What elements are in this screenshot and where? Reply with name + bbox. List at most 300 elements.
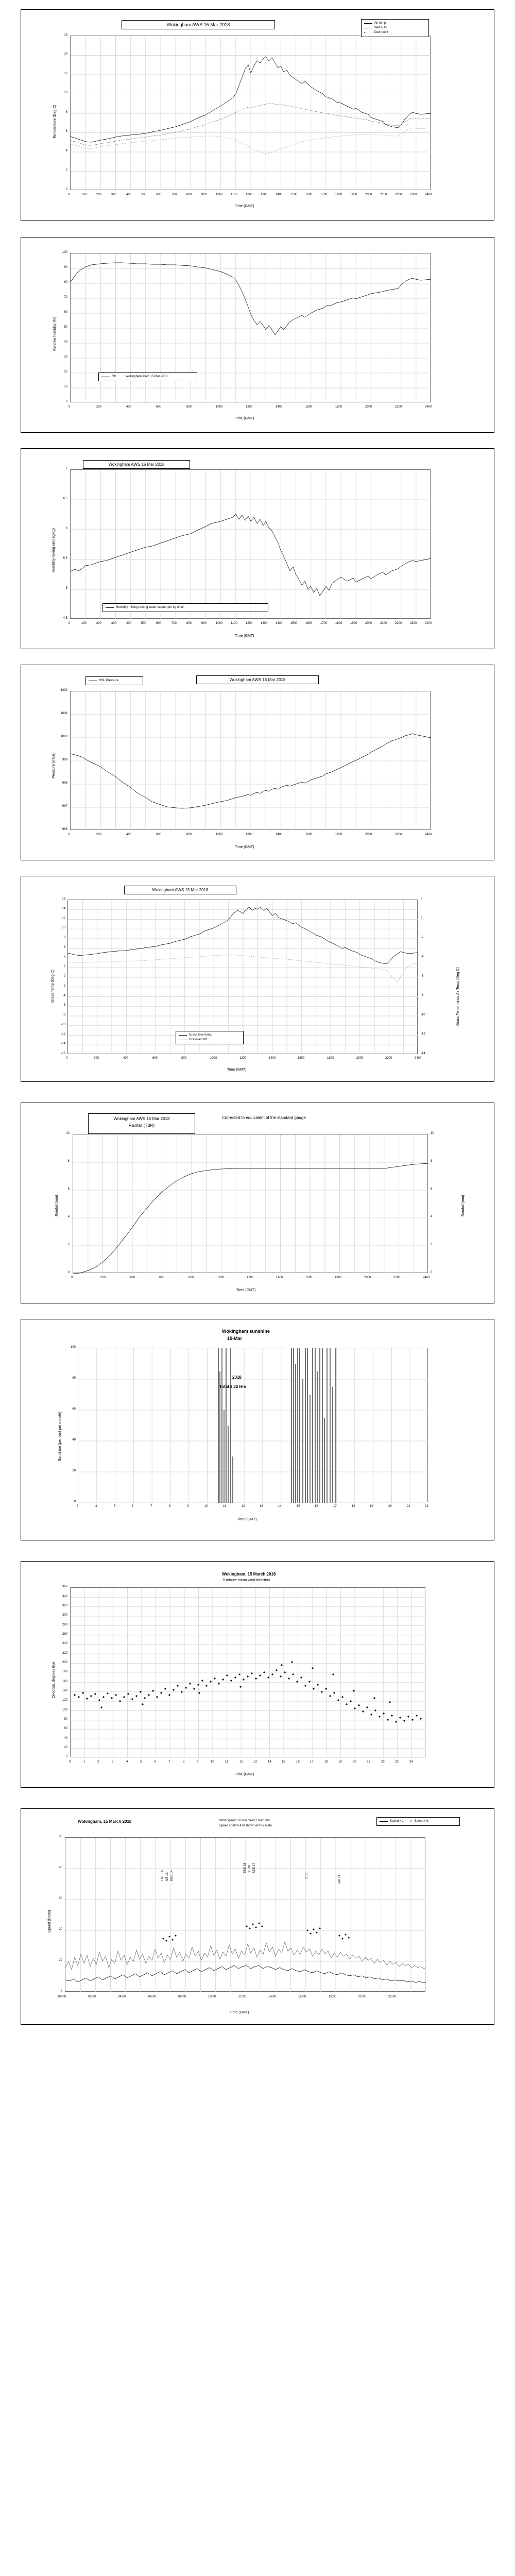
y-tick-wd-13: 260 bbox=[62, 1633, 67, 1636]
chart-panel-temperature bbox=[21, 9, 494, 221]
x-tick-t-16: 1600 bbox=[305, 193, 313, 196]
y-tick-g-7: -2 bbox=[62, 985, 65, 988]
x-tick-mr-21: 2100 bbox=[380, 622, 387, 625]
sunshine-year: 2018 bbox=[232, 1375, 242, 1380]
x-tick-mr-15: 1500 bbox=[290, 622, 298, 625]
x-tick-t-14: 1400 bbox=[276, 193, 283, 196]
y-tick-g-1: -14 bbox=[61, 1042, 65, 1045]
x-tick-mr-18: 1800 bbox=[335, 622, 342, 625]
y-tick-gr-7: 0 bbox=[421, 917, 423, 920]
x-tick-t-20: 2000 bbox=[365, 193, 372, 196]
y-tick-g-2: -12 bbox=[61, 1033, 65, 1036]
x-tick-ws-5: 10:00 bbox=[208, 1995, 216, 1998]
chart-panel-rainfall bbox=[21, 1103, 494, 1303]
rainfall-note: Corrected to equivalent of the standard gauge bbox=[222, 1115, 306, 1120]
x-tick-wd-11: 11 bbox=[225, 1760, 229, 1764]
y-tick-r-3: 6 bbox=[67, 1188, 70, 1191]
y-tick-g-11: 6 bbox=[63, 946, 65, 949]
x-tick-s-9: 12 bbox=[242, 1505, 245, 1508]
y-tick-wd-5: 100 bbox=[62, 1708, 67, 1711]
y-tick-s-5: 100 bbox=[70, 1346, 76, 1349]
y-tick-mr-4: 6.5 bbox=[63, 497, 67, 500]
y-tick-rh-4: 40 bbox=[64, 341, 67, 344]
x-tick-ws-10: 20:00 bbox=[358, 1995, 367, 1998]
x-tick-t-3: 300 bbox=[111, 193, 117, 196]
y-tick-gr-0: -14 bbox=[421, 1052, 425, 1055]
x-tick-s-18: 21 bbox=[407, 1505, 410, 1508]
y-axis-title-humidity: Relative humidity (%) bbox=[53, 316, 57, 351]
y-tick-p-2: 998 bbox=[62, 782, 67, 785]
y-tick-ws-1: 10 bbox=[59, 1959, 62, 1962]
y-tick-p-4: 1000 bbox=[60, 735, 67, 738]
y-tick-t-1: 2 bbox=[65, 168, 67, 172]
x-tick-ws-9: 18:00 bbox=[329, 1995, 337, 1998]
x-tick-mr-14: 1400 bbox=[276, 622, 283, 625]
y-tick-wd-0: 0 bbox=[65, 1755, 67, 1758]
y-axis-title-rainfall-right: Rainfall (mm) bbox=[461, 1195, 465, 1216]
y-tick-wd-2: 40 bbox=[64, 1737, 67, 1740]
y-tick-rr-5: 10 bbox=[431, 1132, 434, 1135]
y-tick-rh-2: 20 bbox=[64, 370, 67, 374]
x-tick-rh-20: 2000 bbox=[365, 405, 372, 409]
x-tick-r-4: 400 bbox=[130, 1276, 135, 1279]
x-tick-s-12: 15 bbox=[297, 1505, 300, 1508]
x-tick-rh-4: 400 bbox=[126, 405, 132, 409]
legend-label-speed-kt: Speed / kt bbox=[414, 1820, 428, 1823]
y-tick-gr-2: -10 bbox=[421, 1013, 425, 1016]
x-tick-r-0: 0 bbox=[71, 1276, 73, 1279]
x-tick-ws-4: 08:00 bbox=[178, 1995, 186, 1998]
x-tick-mr-20: 2000 bbox=[365, 622, 372, 625]
x-tick-p-12: 1200 bbox=[246, 833, 253, 836]
rainfall-title-line1: Wokingham AWS 15 Mar 2018 bbox=[113, 1116, 170, 1121]
x-tick-wd-17: 17 bbox=[310, 1760, 314, 1764]
chart-title-sunshine: Wokingham sunshine bbox=[222, 1329, 270, 1334]
y-tick-r-2: 4 bbox=[67, 1215, 70, 1218]
y-tick-wd-10: 200 bbox=[62, 1661, 67, 1664]
x-tick-wd-21: 21 bbox=[367, 1760, 370, 1764]
x-tick-rh-2: 200 bbox=[96, 405, 102, 409]
y-tick-g-5: -6 bbox=[62, 1004, 65, 1007]
y-tick-mr-0: 4.5 bbox=[63, 617, 67, 620]
x-tick-mr-11: 1100 bbox=[231, 622, 237, 625]
y-tick-s-4: 80 bbox=[72, 1377, 76, 1380]
x-tick-rh-0: 0 bbox=[68, 405, 71, 409]
x-tick-wd-0: 0 bbox=[69, 1760, 71, 1764]
x-tick-rh-12: 1200 bbox=[246, 405, 253, 409]
x-tick-wd-7: 7 bbox=[168, 1760, 170, 1764]
y-tick-g-15: 14 bbox=[62, 907, 65, 910]
y-tick-g-13: 10 bbox=[62, 926, 65, 929]
x-tick-wd-2: 2 bbox=[97, 1760, 99, 1764]
x-tick-g-8: 800 bbox=[181, 1057, 187, 1060]
y-tick-t-7: 14 bbox=[64, 53, 67, 56]
x-tick-wd-8: 8 bbox=[183, 1760, 185, 1764]
legend-label-dew-point: Dew point bbox=[374, 31, 388, 34]
legend-label-air-temp: Air temp bbox=[374, 22, 386, 25]
y-tick-g-3: -10 bbox=[61, 1023, 65, 1026]
x-tick-g-2: 200 bbox=[94, 1057, 99, 1060]
chart-panel-sunshine bbox=[21, 1319, 494, 1540]
y-tick-wd-11: 220 bbox=[62, 1652, 67, 1655]
x-tick-p-0: 0 bbox=[68, 833, 71, 836]
x-tick-p-20: 2000 bbox=[365, 833, 372, 836]
x-axis-title-rainfall: Time (GMT) bbox=[236, 1289, 256, 1292]
x-tick-ws-6: 12:00 bbox=[238, 1995, 247, 1998]
chart-title-wind-direction: Wokingham, 15 March 2018 bbox=[222, 1572, 276, 1577]
y-axis-title-temperature: Temperature (Deg C) bbox=[53, 105, 57, 139]
x-tick-s-19: 22 bbox=[425, 1505, 428, 1508]
y-axis-title-sunshine: Sunshine (per cent per minute) bbox=[58, 1411, 62, 1461]
x-tick-rh-18: 1800 bbox=[335, 405, 342, 409]
chart-panel-grass-temp bbox=[21, 876, 494, 1082]
y-tick-r-5: 10 bbox=[66, 1132, 70, 1135]
x-tick-g-12: 1200 bbox=[239, 1057, 247, 1060]
y-tick-rh-8: 80 bbox=[64, 281, 67, 284]
x-tick-mr-23: 2300 bbox=[410, 622, 417, 625]
x-tick-t-17: 1700 bbox=[320, 193, 328, 196]
chart-subtitle-wind-direction: 5 minute mean wind direction bbox=[223, 1579, 270, 1582]
y-tick-gr-1: -12 bbox=[421, 1032, 425, 1036]
x-tick-mr-9: 900 bbox=[201, 622, 207, 625]
x-tick-rh-10: 1000 bbox=[216, 405, 223, 409]
y-tick-t-0: 0 bbox=[65, 188, 67, 191]
x-tick-wd-20: 20 bbox=[353, 1760, 356, 1764]
y-tick-r-4: 8 bbox=[67, 1160, 70, 1163]
y-tick-g-4: -8 bbox=[62, 1013, 65, 1016]
y-tick-mr-1: 5 bbox=[65, 587, 67, 590]
x-tick-g-0: 0 bbox=[66, 1057, 68, 1060]
x-tick-g-18: 1800 bbox=[327, 1057, 334, 1060]
x-tick-wd-12: 12 bbox=[239, 1760, 243, 1764]
x-tick-s-13: 16 bbox=[315, 1505, 318, 1508]
y-axis-title-wind-direction: Direction, degrees true bbox=[52, 1662, 56, 1698]
x-tick-wd-3: 3 bbox=[112, 1760, 114, 1764]
x-tick-g-6: 600 bbox=[152, 1057, 158, 1060]
y-tick-wd-8: 160 bbox=[62, 1680, 67, 1683]
y-tick-rr-3: 6 bbox=[431, 1188, 433, 1191]
y-tick-mr-3: 6 bbox=[65, 527, 67, 530]
x-tick-wd-22: 22 bbox=[381, 1760, 385, 1764]
annotation-ws-4: SE 18 bbox=[248, 1865, 251, 1873]
x-tick-g-4: 400 bbox=[123, 1057, 129, 1060]
chart-title-temperature: Wokingham AWS 15 Mar 2018 bbox=[122, 20, 275, 29]
x-tick-wd-9: 9 bbox=[197, 1760, 199, 1764]
x-axis-title-wind-speed: Time (GMT) bbox=[230, 2011, 249, 2014]
y-tick-rr-4: 8 bbox=[431, 1160, 433, 1163]
y-tick-rh-5: 50 bbox=[64, 326, 67, 329]
y-tick-wd-6: 120 bbox=[62, 1699, 67, 1702]
x-tick-r-24: 2400 bbox=[423, 1276, 430, 1279]
legend-humidity bbox=[98, 372, 197, 381]
x-tick-t-13: 1300 bbox=[261, 193, 268, 196]
y-tick-gr-3: -8 bbox=[421, 994, 424, 997]
x-tick-wd-18: 18 bbox=[324, 1760, 328, 1764]
y-axis-title-wind-speed: Speed (knots) bbox=[48, 1910, 52, 1933]
y-tick-wd-4: 80 bbox=[64, 1718, 67, 1721]
x-tick-s-1: 4 bbox=[95, 1505, 97, 1508]
x-tick-wd-13: 13 bbox=[253, 1760, 257, 1764]
y-tick-wd-7: 140 bbox=[62, 1689, 67, 1692]
x-tick-p-16: 1600 bbox=[305, 833, 313, 836]
rainfall-series-svg bbox=[73, 1134, 428, 1274]
x-tick-p-6: 600 bbox=[156, 833, 162, 836]
y-tick-t-8: 16 bbox=[64, 33, 67, 37]
legend-label-wet-bulb: Wet bulb bbox=[374, 26, 387, 29]
x-tick-s-4: 7 bbox=[150, 1505, 152, 1508]
x-tick-r-2: 200 bbox=[100, 1276, 106, 1279]
x-tick-p-22: 2200 bbox=[395, 833, 402, 836]
x-tick-ws-3: 06:00 bbox=[148, 1995, 157, 1998]
x-tick-wd-4: 4 bbox=[126, 1760, 128, 1764]
annotation-ws-0: ENE 16 bbox=[161, 1870, 164, 1881]
x-tick-s-15: 18 bbox=[352, 1505, 355, 1508]
y-tick-p-1: 997 bbox=[62, 805, 67, 808]
legend-label-mixing-ratio: Humidity mixing ratio, g water vapour per kg of air bbox=[116, 606, 184, 609]
y-tick-wd-9: 180 bbox=[62, 1670, 67, 1673]
y-tick-wd-16: 320 bbox=[62, 1604, 67, 1607]
legend-title-humidity: Wokingham AWS 15 Mar 2018 bbox=[125, 375, 168, 378]
y-tick-p-5: 1001 bbox=[60, 712, 67, 715]
x-tick-ws-2: 04:00 bbox=[118, 1995, 126, 1998]
x-tick-t-11: 1100 bbox=[231, 193, 237, 196]
y-tick-g-8: 0 bbox=[63, 975, 65, 978]
x-tick-s-8: 11 bbox=[223, 1505, 227, 1508]
x-tick-p-2: 200 bbox=[96, 833, 102, 836]
x-tick-s-3: 6 bbox=[132, 1505, 134, 1508]
legend-wind-speed bbox=[376, 1817, 460, 1826]
legend-line-mixing-ratio bbox=[106, 607, 114, 608]
legend-line-speed-x1 bbox=[380, 1821, 388, 1822]
y-tick-s-1: 20 bbox=[72, 1469, 76, 1472]
legend-grass-temp bbox=[176, 1031, 244, 1044]
y-tick-gr-6: -2 bbox=[421, 936, 424, 939]
x-tick-wd-14: 14 bbox=[268, 1760, 271, 1764]
x-tick-s-7: 10 bbox=[204, 1505, 208, 1508]
legend-temperature bbox=[361, 19, 429, 37]
y-tick-t-3: 6 bbox=[65, 130, 67, 133]
x-tick-mr-5: 500 bbox=[141, 622, 147, 625]
x-tick-s-11: 14 bbox=[278, 1505, 282, 1508]
y-tick-wd-18: 360 bbox=[62, 1585, 67, 1588]
y-tick-p-6: 1002 bbox=[60, 689, 67, 692]
x-tick-s-16: 19 bbox=[370, 1505, 373, 1508]
y-tick-t-5: 10 bbox=[64, 91, 67, 94]
y-tick-wd-14: 280 bbox=[62, 1623, 67, 1626]
chart-panel-pressure bbox=[21, 665, 494, 860]
x-tick-t-2: 200 bbox=[96, 193, 102, 196]
x-tick-g-22: 2200 bbox=[385, 1057, 392, 1060]
x-tick-rh-6: 600 bbox=[156, 405, 162, 409]
x-tick-t-22: 2200 bbox=[395, 193, 402, 196]
y-tick-wd-17: 340 bbox=[62, 1595, 67, 1598]
y-tick-ws-2: 20 bbox=[59, 1928, 62, 1931]
x-tick-s-5: 8 bbox=[169, 1505, 171, 1508]
x-tick-ws-7: 14:00 bbox=[268, 1995, 277, 1998]
x-tick-r-6: 600 bbox=[159, 1276, 165, 1279]
legend-label-rh: RH bbox=[112, 375, 116, 378]
x-tick-wd-5: 5 bbox=[140, 1760, 142, 1764]
x-tick-wd-16: 16 bbox=[296, 1760, 300, 1764]
x-axis-title-pressure: Time (GMT) bbox=[235, 845, 254, 849]
x-tick-wd-6: 6 bbox=[154, 1760, 157, 1764]
y-tick-p-3: 999 bbox=[62, 758, 67, 761]
annotation-ws-1: NE 13 bbox=[166, 1872, 169, 1881]
y-axis-title-grass-temp: Grass Temp (Deg C) bbox=[51, 969, 55, 1003]
x-tick-t-15: 1500 bbox=[290, 193, 298, 196]
x-axis-title-grass-temp: Time (GMT) bbox=[227, 1068, 247, 1072]
x-tick-t-0: 0 bbox=[68, 193, 71, 196]
x-tick-p-18: 1800 bbox=[335, 833, 342, 836]
plot-area-mixing-ratio bbox=[70, 469, 431, 619]
y-axis-title-rainfall: Rainfall (mm) bbox=[55, 1195, 59, 1216]
x-tick-mr-16: 1600 bbox=[305, 622, 313, 625]
y-tick-g-0: -16 bbox=[61, 1052, 65, 1055]
legend-label-grass-level-temp: Grass level temp bbox=[189, 1033, 213, 1037]
x-tick-mr-1: 100 bbox=[81, 622, 87, 625]
chart-title-grass-temp: Wokingham AWS 15 Mar 2018 bbox=[124, 886, 236, 894]
chart-title-mixing-ratio: Wokingham AWS 15 Mar 2018 bbox=[83, 460, 190, 469]
x-tick-p-8: 800 bbox=[186, 833, 192, 836]
temperature-series-svg bbox=[71, 36, 431, 191]
legend-dot-speed-kt: ◇ bbox=[410, 1820, 413, 1823]
x-tick-t-8: 800 bbox=[186, 193, 192, 196]
annotation-ws-7: SW 14 bbox=[338, 1874, 341, 1884]
x-tick-mr-6: 600 bbox=[156, 622, 162, 625]
sunshine-total: Total 2.32 Hrs bbox=[219, 1384, 246, 1389]
x-tick-r-20: 2000 bbox=[364, 1276, 371, 1279]
x-tick-s-14: 17 bbox=[333, 1505, 337, 1508]
y-tick-rr-1: 2 bbox=[431, 1243, 433, 1246]
x-tick-t-6: 600 bbox=[156, 193, 162, 196]
y-tick-rh-0: 0 bbox=[65, 400, 67, 403]
y-tick-rh-3: 30 bbox=[64, 355, 67, 359]
x-tick-mr-19: 1900 bbox=[350, 622, 357, 625]
chart-subtitle-wind-speed: Wind speed: 10 min mean / max gust bbox=[219, 1819, 271, 1822]
y-tick-g-6: -4 bbox=[62, 994, 65, 997]
plot-area-wind-direction bbox=[70, 1587, 425, 1757]
x-axis-title-sunshine: Time (GMT) bbox=[237, 1518, 257, 1521]
legend-label-pressure: MSL Pressure bbox=[99, 679, 118, 682]
y-tick-rr-2: 4 bbox=[431, 1215, 433, 1218]
x-tick-wd-1: 1 bbox=[83, 1760, 85, 1764]
y-tick-p-0: 996 bbox=[62, 828, 67, 831]
x-tick-p-10: 1000 bbox=[216, 833, 223, 836]
x-tick-wd-19: 19 bbox=[338, 1760, 342, 1764]
x-tick-t-24: 2400 bbox=[425, 193, 432, 196]
x-tick-wd-15: 15 bbox=[282, 1760, 285, 1764]
y-tick-g-9: 2 bbox=[63, 965, 65, 968]
wind-speed-series-svg bbox=[65, 1838, 426, 1992]
y-tick-g-10: 4 bbox=[63, 956, 65, 959]
x-tick-g-14: 1400 bbox=[269, 1057, 276, 1060]
y-tick-rh-6: 60 bbox=[64, 311, 67, 314]
x-tick-mr-13: 1300 bbox=[261, 622, 268, 625]
y-tick-g-16: 16 bbox=[62, 897, 65, 901]
plot-area-sunshine bbox=[78, 1348, 428, 1502]
y-tick-rh-9: 90 bbox=[64, 266, 67, 269]
legend-line-air-temp bbox=[364, 23, 372, 24]
y-axis-title-pressure: Pressure (mbar) bbox=[52, 752, 56, 778]
chart-panel-humidity bbox=[21, 237, 494, 433]
x-axis-title-humidity: Time (GMT) bbox=[235, 417, 254, 420]
x-tick-mr-7: 700 bbox=[171, 622, 177, 625]
x-tick-s-10: 13 bbox=[260, 1505, 263, 1508]
x-tick-t-21: 2100 bbox=[380, 193, 387, 196]
chart-panel-wind-speed bbox=[21, 1808, 494, 2025]
y-axis-title-mixing-ratio: Humidity mixing ratio (g/Kg) bbox=[52, 528, 56, 572]
x-tick-rh-24: 2400 bbox=[425, 405, 432, 409]
y-tick-s-3: 60 bbox=[72, 1408, 76, 1411]
x-tick-rh-22: 2200 bbox=[395, 405, 402, 409]
mixing-ratio-series-svg bbox=[71, 470, 431, 619]
x-tick-t-19: 1900 bbox=[350, 193, 357, 196]
x-tick-r-16: 1600 bbox=[305, 1276, 313, 1279]
x-tick-p-14: 1400 bbox=[276, 833, 283, 836]
y-tick-gr-8: 2 bbox=[421, 897, 423, 901]
y-tick-wd-15: 300 bbox=[62, 1614, 67, 1617]
x-tick-wd-24: 24 bbox=[409, 1760, 413, 1764]
x-tick-t-12: 1200 bbox=[246, 193, 253, 196]
chart-note-wind-speed: Speeds below 4 kt shown at 0 G scale bbox=[219, 1824, 272, 1827]
pressure-series-svg bbox=[71, 691, 431, 831]
x-tick-t-18: 1800 bbox=[335, 193, 342, 196]
x-tick-ws-8: 16:00 bbox=[298, 1995, 306, 1998]
y-tick-g-14: 12 bbox=[62, 917, 65, 920]
rainfall-title-line2: Rainfall (TBR) bbox=[128, 1123, 155, 1128]
x-tick-mr-22: 2200 bbox=[395, 622, 402, 625]
x-tick-r-8: 800 bbox=[188, 1276, 194, 1279]
sunshine-series-svg bbox=[78, 1348, 428, 1503]
x-tick-r-12: 1200 bbox=[247, 1276, 254, 1279]
y-tick-r-0: 0 bbox=[67, 1271, 70, 1274]
x-tick-g-20: 2000 bbox=[356, 1057, 364, 1060]
x-tick-g-10: 1000 bbox=[210, 1057, 217, 1060]
x-tick-mr-8: 800 bbox=[186, 622, 192, 625]
y-tick-ws-3: 30 bbox=[59, 1897, 62, 1900]
x-tick-t-1: 100 bbox=[81, 193, 87, 196]
legend-label-grass-air-diff: Grass-air diff bbox=[189, 1038, 207, 1041]
y-tick-gr-4: -6 bbox=[421, 975, 424, 978]
x-tick-ws-1: 02:00 bbox=[88, 1995, 96, 1998]
y-axis-title-grass-air-diff: Grass Temp minus Air Temp (Deg C) bbox=[456, 967, 460, 1026]
y-tick-t-4: 8 bbox=[65, 111, 67, 114]
y-tick-r-1: 2 bbox=[67, 1243, 70, 1246]
x-tick-s-17: 20 bbox=[388, 1505, 392, 1508]
x-tick-s-2: 5 bbox=[114, 1505, 116, 1508]
chart-subtitle-sunshine: 15-Mar bbox=[227, 1336, 243, 1341]
annotation-ws-3: ESE 15 bbox=[244, 1862, 247, 1873]
y-tick-g-12: 8 bbox=[63, 936, 65, 939]
x-tick-t-7: 700 bbox=[171, 193, 177, 196]
wind-direction-series-svg bbox=[71, 1588, 426, 1758]
x-tick-rh-14: 1400 bbox=[276, 405, 283, 409]
y-tick-rh-7: 70 bbox=[64, 296, 67, 299]
legend-label-speed-x1: Speed x 1 bbox=[390, 1820, 404, 1823]
x-tick-g-24: 2400 bbox=[415, 1057, 422, 1060]
x-tick-r-10: 1000 bbox=[217, 1276, 225, 1279]
plot-area-rainfall bbox=[73, 1134, 428, 1273]
x-tick-wd-10: 10 bbox=[211, 1760, 214, 1764]
x-tick-mr-0: 0 bbox=[68, 622, 71, 625]
legend-pressure bbox=[85, 676, 143, 685]
annotation-ws-5: SSE 17 bbox=[253, 1862, 256, 1873]
x-tick-ws-11: 22:00 bbox=[388, 1995, 397, 1998]
chart-title-wind-speed: Wokingham, 15 March 2018 bbox=[78, 1819, 132, 1824]
legend-mixing-ratio bbox=[102, 603, 268, 612]
y-tick-ws-5: 50 bbox=[59, 1835, 62, 1838]
y-tick-t-2: 4 bbox=[65, 149, 67, 152]
